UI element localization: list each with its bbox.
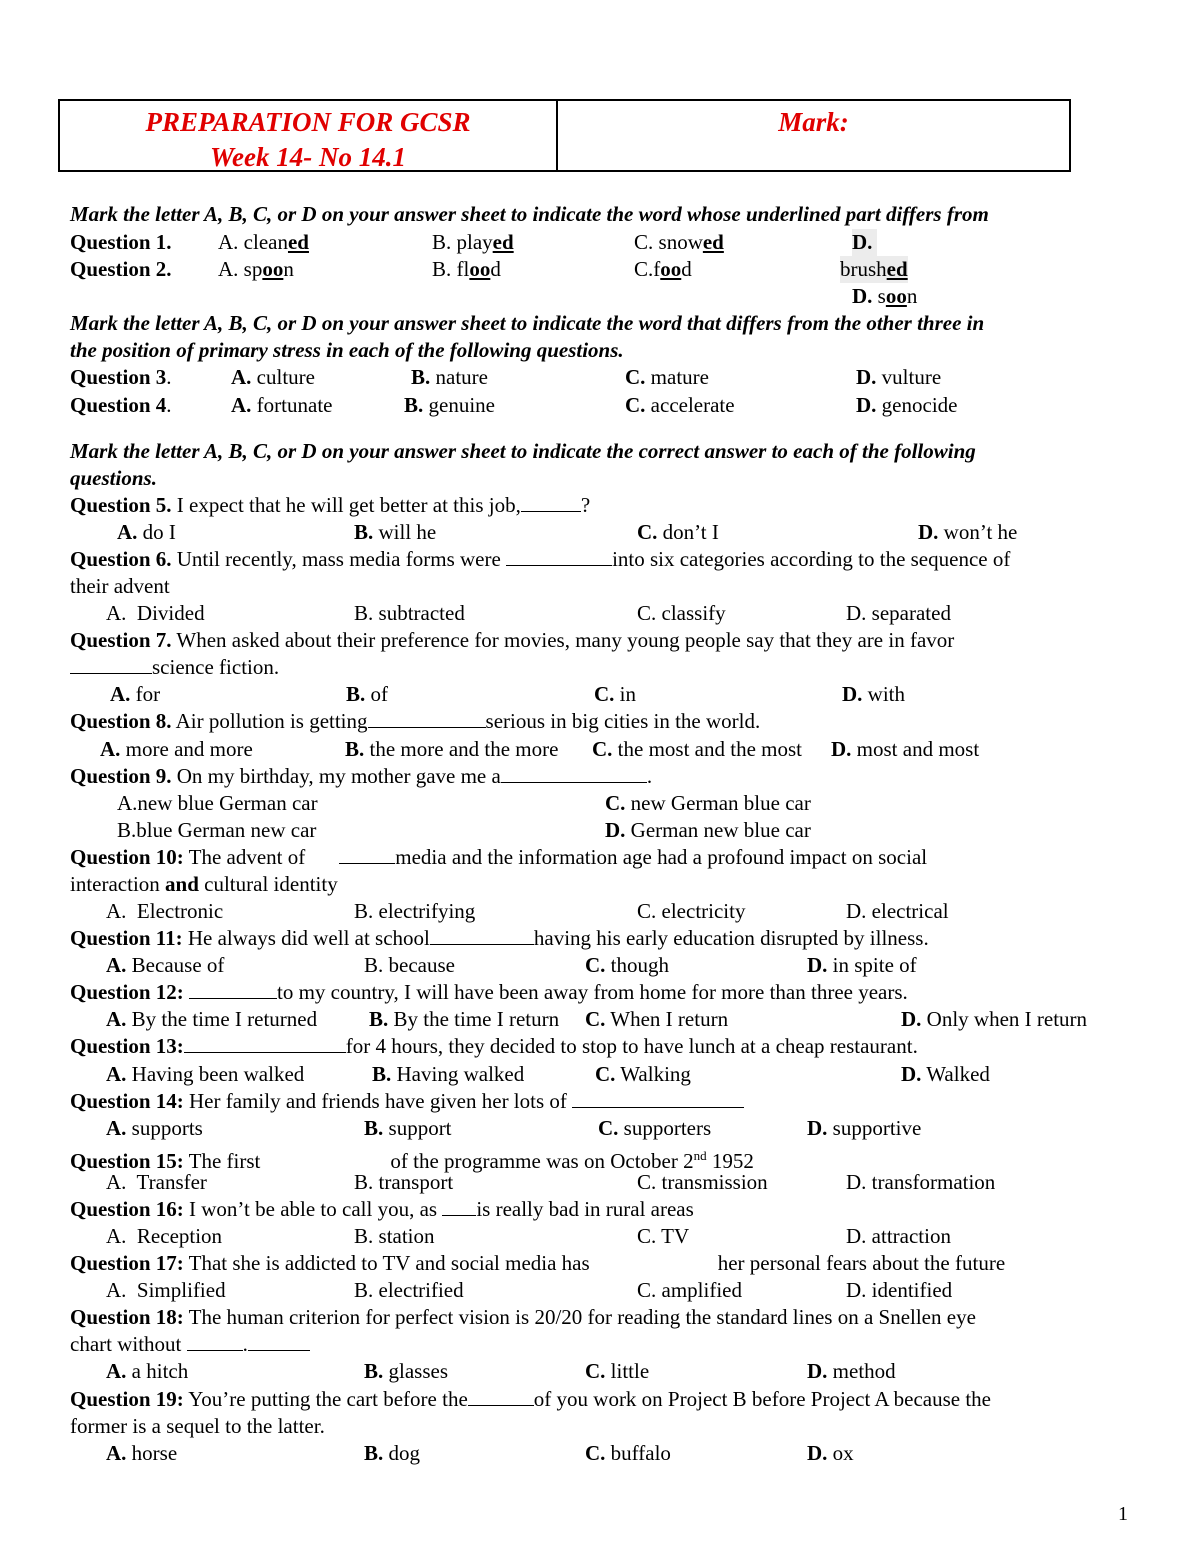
q5-option-b[interactable]: B. will he [354, 520, 437, 544]
q16-option-a[interactable]: A. Reception [106, 1224, 223, 1248]
mark-label: Mark: [778, 107, 849, 137]
q8-stem: Question 8. Air pollution is getting serious in big cities in the world. [70, 709, 761, 733]
q6-option-c[interactable]: C. classify [637, 601, 726, 625]
q14-option-b[interactable]: B. support [364, 1116, 452, 1140]
q6-option-d[interactable]: D. separated [846, 601, 951, 625]
q1-option-d[interactable]: brushed [840, 257, 908, 281]
q1-option-b[interactable]: B. played [432, 230, 514, 254]
q10-option-b[interactable]: B. electrifying [354, 899, 476, 923]
header-title-line2: Week 14- No 14.1 [210, 142, 406, 172]
q19-stem-cont: former is a sequel to the latter. [70, 1414, 325, 1438]
q10-option-c[interactable]: C. electricity [637, 899, 746, 923]
q15-stem: Question 15: The first of the programme was on October 2nd 1952 [70, 1148, 754, 1173]
q12-option-b[interactable]: B. By the time I return [369, 1007, 560, 1031]
q4-label: Question 4 [70, 393, 167, 417]
q16-option-c[interactable]: C. TV [637, 1224, 690, 1248]
q7-option-b[interactable]: B. of [346, 682, 389, 706]
q10-stem-cont: interaction and cultural identity [70, 872, 338, 896]
q4-option-b[interactable]: B. genuine [404, 393, 495, 417]
q4-option-c[interactable]: C. accelerate [625, 393, 735, 417]
q13-option-c[interactable]: C. Walking [595, 1062, 691, 1086]
q14-stem: Question 14: Her family and friends have given her lots of [70, 1088, 744, 1115]
q3-row: Question 3. [70, 365, 172, 389]
q15-option-b[interactable]: B. transport [354, 1170, 454, 1194]
q19-option-c[interactable]: C. buffalo [585, 1441, 671, 1465]
q11-option-a[interactable]: A. Because of [106, 953, 225, 977]
q12-option-a[interactable]: A. By the time I returned [106, 1007, 318, 1031]
q9-option-b[interactable]: B.blue German new car [117, 818, 317, 842]
q18-option-d[interactable]: D. method [807, 1359, 896, 1383]
q18-option-b[interactable]: B. glasses [364, 1359, 449, 1383]
q6-option-a[interactable]: A. Divided [106, 601, 205, 625]
q7-stem: Question 7. When asked about their preference for movies, many young people say that they are in favor [70, 628, 955, 652]
q9-option-c[interactable]: C. new German blue car [605, 791, 811, 815]
q5-option-a[interactable]: A. do I [117, 520, 176, 544]
q18-stem-cont: chart without . [70, 1331, 310, 1358]
q16-stem: Question 16: I won’t be able to call you, as is really bad in rural areas [70, 1197, 694, 1221]
q7-option-d[interactable]: D. with [842, 682, 906, 706]
q5-option-d[interactable]: D. won’t he [918, 520, 1018, 544]
q2-option-d[interactable]: D. soon [852, 284, 918, 308]
q3-option-b[interactable]: B. nature [411, 365, 488, 389]
q13-option-a[interactable]: A. Having been walked [106, 1062, 305, 1086]
q4-option-a[interactable]: A. fortunate [231, 393, 333, 417]
q14-option-d[interactable]: D. supportive [807, 1116, 922, 1140]
q4-row: Question 4. [70, 393, 172, 417]
q14-option-a[interactable]: A. supports [106, 1116, 203, 1140]
q13-option-b[interactable]: B. Having walked [372, 1062, 525, 1086]
q18-stem: Question 18: The human criterion for perfect vision is 20/20 for reading the standard lines on a Snellen eye [70, 1305, 976, 1329]
q6-option-b[interactable]: B. subtracted [354, 601, 465, 625]
q2-label: Question 2. [70, 257, 172, 281]
q17-option-d[interactable]: D. identified [846, 1278, 953, 1302]
header-box [58, 99, 1071, 172]
q18-option-c[interactable]: C. little [585, 1359, 650, 1383]
q17-option-b[interactable]: B. electrified [354, 1278, 464, 1302]
q1-option-a[interactable]: A. cleaned [218, 230, 309, 254]
q9-option-a[interactable]: A.new blue German car [117, 791, 318, 815]
q17-stem: Question 17: That she is addicted to TV and social media has her personal fears about the future [70, 1251, 1006, 1275]
q8-option-d[interactable]: D. most and most [831, 737, 980, 761]
q12-option-c[interactable]: C. When I return [585, 1007, 729, 1031]
q3-option-d[interactable]: D. vulture [856, 365, 942, 389]
q11-option-b[interactable]: B. because [364, 953, 455, 977]
q8-option-c[interactable]: C. the most and the most [592, 737, 802, 761]
q11-stem: Question 11: He always did well at school having his early education disrupted by illness. [70, 926, 929, 950]
q14-option-c[interactable]: C. supporters [598, 1116, 712, 1140]
q10-option-a[interactable]: A. Electronic [106, 899, 224, 923]
q15-option-d[interactable]: D. transformation [846, 1170, 996, 1194]
q18-option-a[interactable]: A. a hitch [106, 1359, 189, 1383]
q1-option-d-letter[interactable]: D. [852, 229, 877, 256]
q7-option-c[interactable]: C. in [594, 682, 637, 706]
header-title-line1: PREPARATION FOR GCSR [145, 107, 471, 137]
q3-option-c[interactable]: C. mature [625, 365, 709, 389]
q17-option-a[interactable]: A. Simplified [106, 1278, 226, 1302]
q6-stem: Question 6. Until recently, mass media forms were into six categories according to the sequence of [70, 547, 1011, 571]
q4-option-d[interactable]: D. genocide [856, 393, 958, 417]
q9-option-d[interactable]: D. German new blue car [605, 818, 811, 842]
q3-label: Question 3 [70, 365, 167, 389]
q16-option-d[interactable]: D. attraction [846, 1224, 951, 1248]
q15-option-c[interactable]: C. transmission [637, 1170, 768, 1194]
q12-option-d[interactable]: D. Only when I return [901, 1007, 1088, 1031]
q13-stem: Question 13: for 4 hours, they decided to stop to have lunch at a cheap restaurant. [70, 1034, 918, 1058]
q19-stem: Question 19: You’re putting the cart before the of you work on Project B before Project A because the [70, 1387, 991, 1411]
q9-stem: Question 9. On my birthday, my mother gave me a . [70, 764, 653, 788]
q1-option-c[interactable]: C. snowed [634, 230, 724, 254]
q6-stem-cont: their advent [70, 574, 170, 598]
q2-option-c[interactable]: C.food [634, 257, 692, 281]
q19-option-b[interactable]: B. dog [364, 1441, 421, 1465]
q10-stem: Question 10: The advent of media and the information age had a profound impact on social [70, 845, 928, 869]
instruction-2-line2: the position of primary stress in each of the following questions. [70, 338, 624, 362]
q3-option-a[interactable]: A. culture [231, 365, 315, 389]
q8-option-b[interactable]: B. the more and the more [345, 737, 559, 761]
q13-option-d[interactable]: D. Walked [901, 1062, 990, 1086]
q11-option-d[interactable]: D. in spite of [807, 953, 917, 977]
q11-option-c[interactable]: C. though [585, 953, 670, 977]
instruction-2-line1: Mark the letter A, B, C, or D on your answer sheet to indicate the word that differs from the other three in [70, 311, 985, 335]
q2-option-a[interactable]: A. spoon [218, 257, 294, 281]
q12-stem: Question 12: to my country, I will have been away from home for more than three years. [70, 980, 908, 1004]
q5-stem: Question 5. I expect that he will get better at this job, ? [70, 493, 591, 517]
instruction-1: Mark the letter A, B, C, or D on your answer sheet to indicate the word whose underlined part differs from [70, 202, 989, 226]
q5-option-c[interactable]: C. don’t I [637, 520, 719, 544]
page-number: 1 [1118, 1503, 1128, 1525]
q19-option-d[interactable]: D. ox [807, 1441, 854, 1465]
q19-option-a[interactable]: A. horse [106, 1441, 178, 1465]
q7-stem-cont: science fiction. [70, 654, 279, 681]
mark-field [558, 101, 1069, 170]
q16-option-b[interactable]: B. station [354, 1224, 435, 1248]
q10-option-d[interactable]: D. electrical [846, 899, 949, 923]
q2-option-b[interactable]: B. flood [432, 257, 501, 281]
q8-option-a[interactable]: A. more and more [100, 737, 253, 761]
instruction-3-line2: questions. [70, 466, 157, 490]
header-title [60, 101, 558, 170]
instruction-3-line1: Mark the letter A, B, C, or D on your answer sheet to indicate the correct answer to each of the following [70, 439, 976, 463]
q15-option-a[interactable]: A. Transfer [106, 1170, 207, 1194]
q7-option-a[interactable]: A. for [110, 682, 161, 706]
q17-option-c[interactable]: C. amplified [637, 1278, 742, 1302]
q1-label: Question 1. [70, 230, 172, 254]
